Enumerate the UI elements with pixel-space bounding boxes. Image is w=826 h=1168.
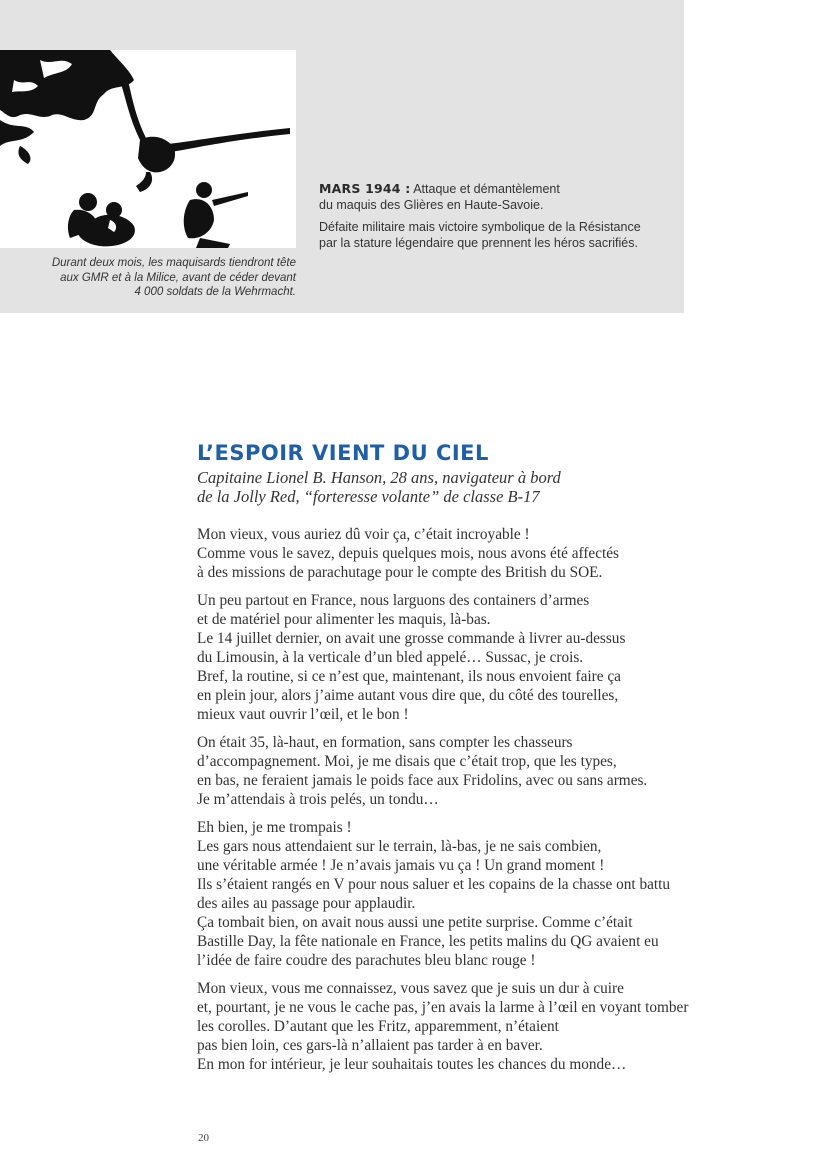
paragraph-line: Je m’attendais à trois pelés, un tondu… <box>197 791 439 808</box>
paragraph-line: Mon vieux, vous auriez dû voir ça, c’était incroyable ! <box>197 526 530 543</box>
article-paragraph <box>197 525 757 582</box>
timeline-text: du maquis des Glières en Haute-Savoie. <box>319 198 544 212</box>
paragraph-line: Ça tombait bien, on avait nous aussi une petite surprise. Comme c’était <box>197 914 633 931</box>
subtitle-line: Capitaine Lionel B. Hanson, 28 ans, navigateur à bord <box>197 468 561 487</box>
maquisards-illustration <box>0 50 296 248</box>
paragraph-line: Eh bien, je me trompais ! <box>197 819 352 836</box>
paragraph-line: Le 14 juillet dernier, on avait une grosse commande à livrer au-dessus <box>197 630 626 647</box>
paragraph-line: du Limousin, à la verticale d’un bled appelé… Sussac, je crois. <box>197 649 584 666</box>
paragraph-line: Les gars nous attendaient sur le terrain, là-bas, je ne sais combien, <box>197 838 602 855</box>
paragraph-line: On était 35, là-haut, en formation, sans compter les chasseurs <box>197 734 573 751</box>
article-paragraph <box>197 591 757 724</box>
paragraph-line: en bas, ne feraient jamais le poids face aux Fridolins, avec ou sans armes. <box>197 772 648 789</box>
paragraph-line: une véritable armée ! Je n’avais jamais vu ça ! Un grand moment ! <box>197 857 605 874</box>
page-number: 20 <box>198 1132 209 1144</box>
paragraph-line: l’idée de faire coudre des parachutes bleu blanc rouge ! <box>197 952 536 969</box>
paragraph-line: Bastille Day, la fête nationale en France, les petits malins du QG avaient eu <box>197 933 659 950</box>
caption-line: 4 000 soldats de la Wehrmacht. <box>134 286 296 298</box>
article-paragraph <box>197 733 757 809</box>
paragraph-line: Bref, la routine, si ce n’est que, maintenant, ils nous envoient faire ça <box>197 668 621 685</box>
top-gray-panel <box>0 0 684 313</box>
paragraph-line: Un peu partout en France, nous larguons des containers d’armes <box>197 592 590 609</box>
paragraph-line: en plein jour, alors j’aime autant vous dire que, du côté des tourelles, <box>197 687 619 704</box>
article <box>197 440 757 1083</box>
paragraph-line: des ailes au passage pour applaudir. <box>197 895 416 912</box>
timeline-para-1 <box>319 181 679 197</box>
paragraph-line: Ils s’étaient rangés en V pour nous saluer et les copains de la chasse ont battu <box>197 876 671 893</box>
paragraph-line: les corolles. D’autant que les Fritz, apparemment, n’étaient <box>197 1018 559 1035</box>
article-paragraph <box>197 818 757 970</box>
caption-line: aux GMR et à la Milice, avant de céder devant <box>60 271 296 284</box>
illustration-caption <box>14 256 296 300</box>
paragraph-line: à des missions de parachutage pour le compte des British du SOE. <box>197 564 603 581</box>
article-body <box>197 525 757 1074</box>
article-paragraph <box>197 979 757 1074</box>
paragraph-line: Mon vieux, vous me connaissez, vous savez que je suis un dur à cuire <box>197 980 624 997</box>
paragraph-line: et, pourtant, je ne vous le cache pas, j’en avais la larme à l’œil en voyant tomber <box>197 999 689 1016</box>
article-subtitle <box>197 468 757 506</box>
timeline-entry <box>319 181 679 251</box>
article-title: L’ESPOIR VIENT DU CIEL <box>197 441 489 465</box>
maquisards-drawing-icon <box>0 50 296 248</box>
timeline-text: Défaite militaire mais victoire symbolique de la Résistance <box>319 220 641 234</box>
timeline-text: par la stature légendaire que prennent les héros sacrifiés. <box>319 236 638 250</box>
paragraph-line: pas bien loin, ces gars-là n’allaient pas tarder à en baver. <box>197 1037 543 1054</box>
paragraph-line: et de matériel pour alimenter les maquis, là-bas. <box>197 611 491 628</box>
timeline-date: MARS 1944 : <box>319 181 411 196</box>
paragraph-line: d’accompagnement. Moi, je me disais que c’était trop, que les types, <box>197 753 617 770</box>
paragraph-line: Comme vous le savez, depuis quelques mois, nous avons été affectés <box>197 545 619 562</box>
subtitle-line: de la Jolly Red, “forteresse volante” de classe B-17 <box>197 487 540 506</box>
paragraph-line: En mon for intérieur, je leur souhaitais toutes les chances du monde… <box>197 1056 627 1073</box>
timeline-text: Attaque et démantèlement <box>410 182 560 196</box>
caption-line: Durant deux mois, les maquisards tiendront tête <box>51 257 296 269</box>
paragraph-line: mieux vaut ouvrir l’œil, et le bon ! <box>197 706 409 723</box>
